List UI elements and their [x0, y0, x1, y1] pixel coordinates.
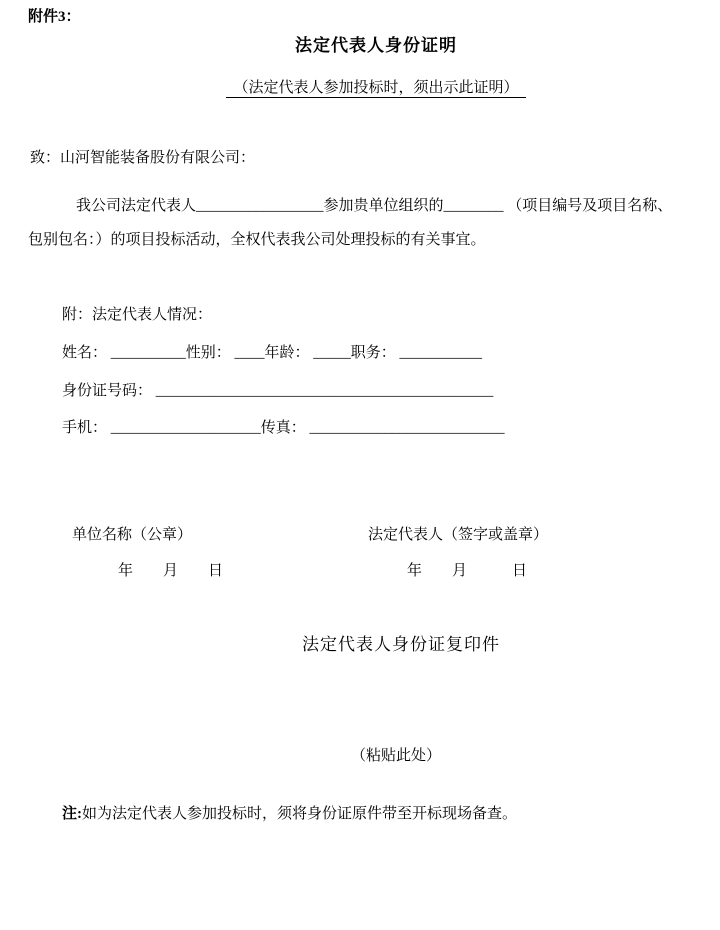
- date-right: 年 月 日: [407, 563, 528, 579]
- body-paragraph-line2: 包别包名：）的项目投标活动，全权代表我公司处理投标的有关事宜。: [28, 232, 486, 248]
- document-title: 法定代表人身份证明: [295, 36, 457, 55]
- company-seal-label: 单位名称（公章）: [72, 527, 193, 543]
- phone-fax-line: 手机： ____________________传真： __________________________: [62, 420, 505, 436]
- legal-rep-sign-label: 法定代表人（签字或盖章）: [368, 527, 549, 543]
- body-paragraph-line1: 我公司法定代表人_________________参加贵单位组织的________ （项目编号及项目名称、: [76, 198, 673, 214]
- id-number-line: 身份证号码： _____________________________________________: [62, 383, 494, 399]
- name-gender-age-title-line: 姓名： __________性别： ____年龄： _____职务： ___________: [62, 345, 483, 361]
- note-text: 如为法定代表人参加投标时，须将身份证原件带至开标现场备查。: [82, 806, 518, 822]
- document-subtitle-row: [40, 79, 712, 98]
- note-line: [62, 805, 517, 824]
- attachment-label: 附件3：: [28, 9, 81, 25]
- note-prefix: 注:: [62, 806, 82, 822]
- attachment-note: 附：法定代表人情况：: [62, 307, 213, 323]
- document-subtitle: （法定代表人参加投标时，须出示此证明）: [226, 80, 525, 98]
- date-left: 年 月 日: [118, 563, 224, 579]
- paste-here-label: （粘贴此处）: [351, 748, 442, 764]
- id-copy-title: 法定代表人身份证复印件: [302, 635, 500, 654]
- addressee-line: 致：山河智能装备股份有限公司：: [30, 150, 256, 166]
